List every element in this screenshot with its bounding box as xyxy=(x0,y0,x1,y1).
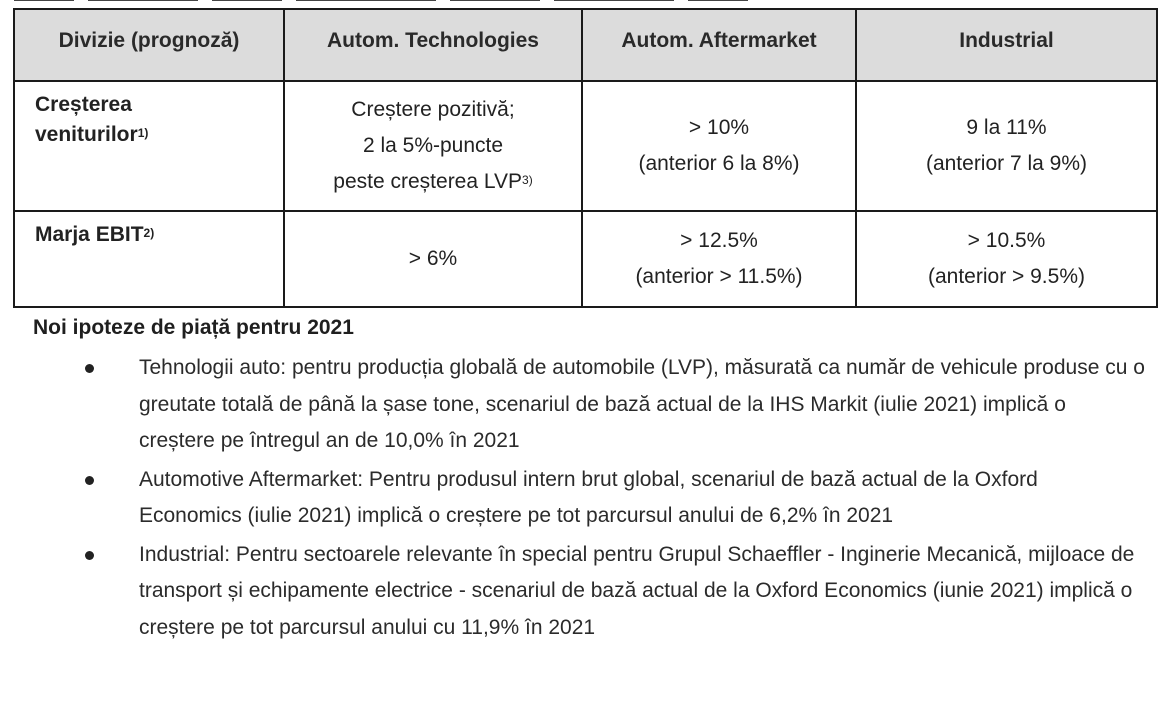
list-item-text: Industrial: Pentru sectoarele relevante în special pentru Grupul Schaeffler - Inginerie Mecanică, mijloace de transport și echipamente electrice - scenariul de bază actual de la Oxford Economics (iunie 2021) implică o creștere pe tot parcursul anului cu 11,9% în 2021 xyxy=(139,542,1135,639)
list-item-text: Automotive Aftermarket: Pentru produsul intern brut global, scenariul de bază actual de la Oxford Economics (iulie 2021) implică o creștere pe tot parcursul anului de 6,2% în 2021 xyxy=(139,467,1038,527)
row-label-ebit-margin xyxy=(14,211,284,307)
cell-revenue-autom-aftermarket xyxy=(582,81,856,211)
row-label-line-2 xyxy=(35,120,283,150)
header-industrial: Industrial xyxy=(856,9,1157,81)
bullet-icon xyxy=(85,364,94,373)
table-row xyxy=(14,81,1157,211)
footnote-marker: 3) xyxy=(522,173,533,187)
cropped-text-fragment xyxy=(14,0,914,6)
cell-line: 9 la 11% xyxy=(966,116,1047,139)
cell-line: > 10% xyxy=(688,116,750,139)
row-label-text: veniturilor xyxy=(35,123,138,146)
cell-line: (anterior 7 la 9%) xyxy=(925,152,1088,175)
bullet-icon xyxy=(85,476,94,485)
cell-line: 2 la 5%-puncte xyxy=(362,134,504,157)
cell-line: (anterior > 9.5%) xyxy=(928,265,1085,288)
cell-revenue-autom-technologies xyxy=(284,81,582,211)
cell-line: peste creșterea LVP xyxy=(333,170,523,193)
header-autom-technologies: Autom. Technologies xyxy=(284,9,582,81)
cell-line: > 6% xyxy=(408,247,458,270)
list-item-text: Tehnologii auto: pentru producția globală de automobile (LVP), măsurată ca număr de vehicule produse cu o greutate totală de până la șase tone, scenariul de bază actual de la IHS Markit (iulie 2021) implică o creștere pe întregul an de 10,0% în 2021 xyxy=(139,356,1145,452)
header-division: Divizie (prognoză) xyxy=(14,9,284,81)
section-heading: Noi ipoteze de piață pentru 2021 xyxy=(33,316,354,339)
cell-ebit-industrial xyxy=(856,211,1157,307)
forecast-table xyxy=(13,8,1158,308)
bullet-icon xyxy=(85,551,94,560)
cell-line: > 12.5% xyxy=(680,229,758,252)
cell-line: (anterior > 11.5%) xyxy=(635,265,803,288)
list-item xyxy=(85,462,1145,535)
row-label-line: Creșterea xyxy=(35,93,132,116)
footnote-marker: 1) xyxy=(137,126,149,140)
list-item xyxy=(85,537,1145,647)
table-header-row xyxy=(14,9,1157,81)
cell-ebit-autom-technologies xyxy=(284,211,582,307)
cell-line-with-footnote xyxy=(285,164,581,200)
cell-ebit-autom-aftermarket xyxy=(582,211,856,307)
list-item xyxy=(85,350,1145,460)
cell-line: (anterior 6 la 8%) xyxy=(638,152,800,175)
cell-line: > 10.5% xyxy=(967,229,1046,252)
row-label-revenue-growth xyxy=(14,81,284,211)
header-autom-aftermarket: Autom. Aftermarket xyxy=(582,9,856,81)
market-assumptions-list xyxy=(85,350,1145,648)
cell-revenue-industrial xyxy=(856,81,1157,211)
table-row xyxy=(14,211,1157,307)
cell-line: Creștere pozitivă; xyxy=(351,98,515,121)
footnote-marker: 2) xyxy=(143,226,155,240)
row-label-text: Marja EBIT xyxy=(35,223,144,246)
